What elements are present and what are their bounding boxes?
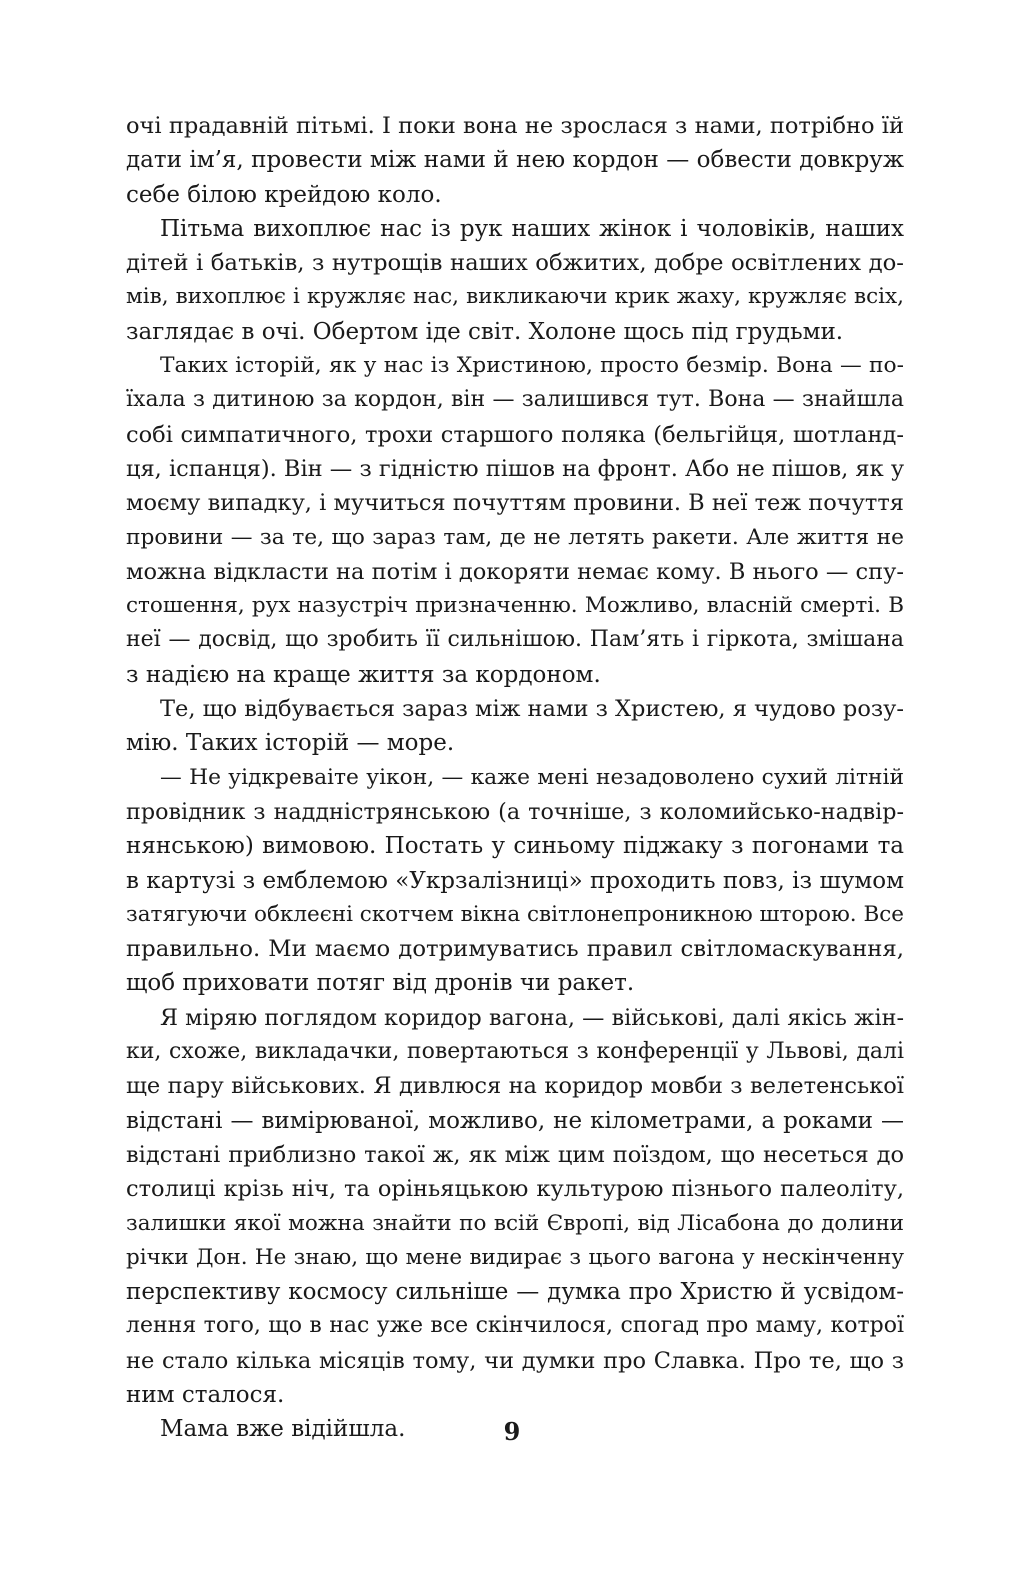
text-line: ця, іспанця). Він — з гідністю пішов на фронт. Або не пішов, як у bbox=[126, 455, 904, 482]
text-line: заглядає в очі. Обертом іде світ. Холоне щось під грудьми. bbox=[126, 318, 844, 345]
text-line: відстані приблизно такої ж, як між цим поїздом, що несеться до bbox=[126, 1141, 904, 1168]
text-line: ним сталося. bbox=[126, 1381, 285, 1408]
text-line: затягуючи обклеєні скотчем вікна світлонепроникною шторою. Все bbox=[126, 901, 904, 927]
text-line: очі прадавній пітьмі. І поки вона не зрослася з нами, потрібно їй bbox=[126, 113, 904, 139]
text-line: ки, схоже, викладачки, повертаються з конференції у Львові, далі bbox=[126, 1039, 904, 1065]
body-text bbox=[126, 109, 904, 1447]
text-line: дати ім’я, провести між нами й нею кордон — обвести довкруж bbox=[126, 147, 904, 174]
text-line: столиці крізь ніч, та оріньяцькою культурою пізнього палеоліту, bbox=[126, 1176, 904, 1203]
text-line: правильно. Ми маємо дотримуватись правил світломаскування, bbox=[126, 936, 904, 963]
paragraph bbox=[126, 1001, 904, 1413]
text-line: Я міряю поглядом коридор вагона, — військові, далі якісь жін- bbox=[160, 1004, 904, 1031]
text-line: дітей і батьків, з нутрощів наших обжитих, добре освітлених до- bbox=[126, 250, 904, 277]
text-line: відстані — вимірюваної, можливо, не кілометрами, а роками — bbox=[126, 1107, 904, 1134]
text-line: можна відкласти на потім і докоряти немає кому. В нього — спу- bbox=[126, 558, 904, 585]
paragraph bbox=[126, 212, 904, 349]
paragraph bbox=[126, 349, 904, 692]
text-line: стошення, рух назустріч призначенню. Можливо, власній смерті. В bbox=[126, 593, 904, 619]
text-line: неї — досвід, що зробить її сильнішою. Пам’ять і гіркота, змішана bbox=[126, 627, 904, 653]
paragraph bbox=[126, 692, 904, 761]
text-line: нянською) вимовою. Постать у синьому піджаку з погонами та bbox=[126, 833, 904, 860]
text-line: — Не уідкреваіте уікон, — каже мені незадоволено сухий літній bbox=[160, 764, 904, 790]
paragraph bbox=[126, 109, 904, 212]
text-line: провідник з наддністрянською (а точніше, з коломийсько-надвір- bbox=[126, 798, 904, 825]
text-line: мів, вихоплює і кружляє нас, викликаючи крик жаху, кружляє всіх, bbox=[126, 284, 904, 310]
text-line: щоб приховати потяг від дронів чи ракет. bbox=[126, 970, 635, 997]
text-line: лення того, що в нас уже все скінчилося, спогад про маму, котрої bbox=[126, 1313, 904, 1339]
text-line: їхала з дитиною за кордон, він — залишився тут. Вона — знайшла bbox=[126, 387, 904, 413]
text-line: моєму випадку, і мучиться почуттям провини. В неї теж почуття bbox=[126, 490, 904, 517]
text-line: мію. Таких історій — море. bbox=[126, 730, 455, 757]
text-line: залишки якої можна знайти по всій Європі, від Лісабона до долини bbox=[126, 1210, 904, 1236]
text-line: Таких історій, як у нас із Христиною, просто безмір. Вона — по- bbox=[160, 353, 904, 379]
text-line: собі симпатичного, трохи старшого поляка (бельгійця, шотланд- bbox=[126, 421, 904, 448]
text-line: з надією на краще життя за кордоном. bbox=[126, 661, 601, 688]
page-number: 9 bbox=[503, 1417, 521, 1446]
text-line: Пітьма вихоплює нас із рук наших жінок і чоловіків, наших bbox=[160, 215, 904, 242]
text-line: ще пару військових. Я дивлюся на коридор мовби з велетенської bbox=[126, 1073, 904, 1100]
text-line: в картузі з емблемою «Укрзалізниці» проходить повз, із шумом bbox=[126, 867, 904, 894]
text-line: себе білою крейдою коло. bbox=[126, 181, 442, 208]
text-line: не стало кілька місяців тому, чи думки про Славка. Про те, що з bbox=[126, 1347, 904, 1374]
text-line: Мама вже відійшла. bbox=[160, 1416, 406, 1443]
text-line: Те, що відбувається зараз між нами з Христею, я чудово розу- bbox=[160, 696, 904, 723]
text-line: річки Дон. Не знаю, що мене видирає з цього вагона у нескінченну bbox=[126, 1244, 904, 1270]
text-line: провини — за те, що зараз там, де не летять ракети. Але життя не bbox=[126, 524, 904, 550]
paragraph bbox=[126, 761, 904, 1001]
text-line: перспективу космосу сильніше — думка про Христю й усвідом- bbox=[126, 1279, 904, 1306]
